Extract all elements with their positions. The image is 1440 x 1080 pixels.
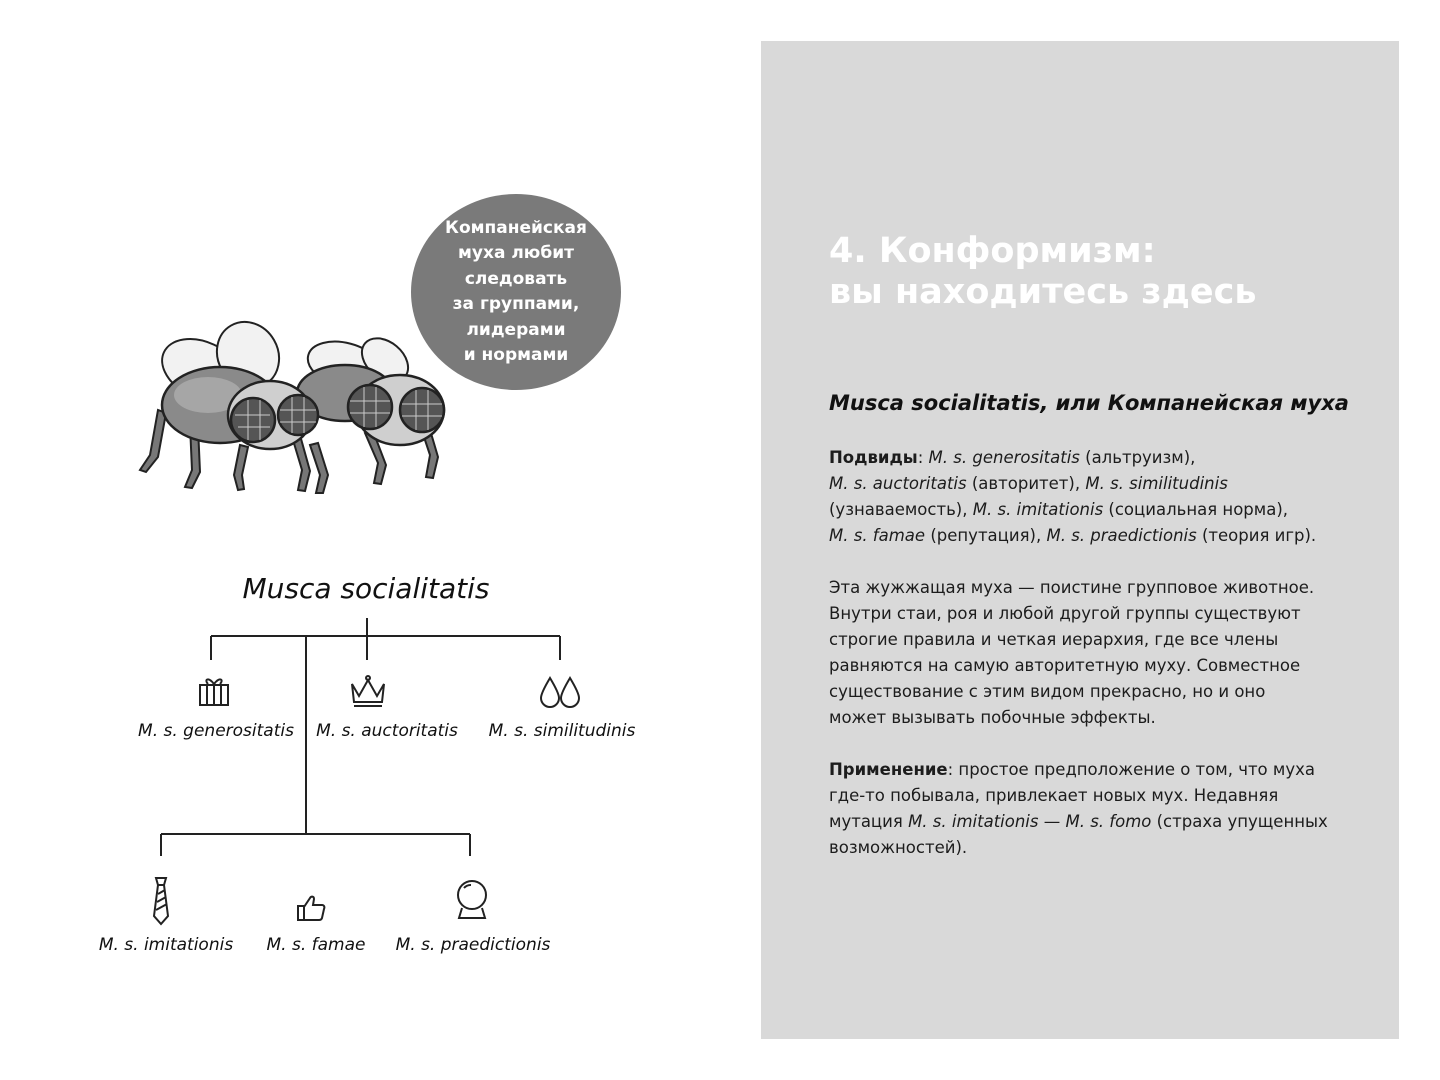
chapter-title: 4. Конформизм: вы находитесь здесь: [829, 231, 1257, 312]
node-label-auctoritatis: M. s. auctoritatis: [316, 721, 458, 741]
application-paragraph: Применение: простое предположение о том, что муха где-то побывала, привлекает новых мух. Недавняя мутация M. s. imitationis — M. s. fomo (страха упущенных возможностей).: [829, 760, 1328, 857]
node-label-famae: M. s. famae: [266, 935, 366, 955]
node-label-similitudinis: M. s. similitudinis: [488, 721, 636, 741]
speech-bubble-text: Компанейская муха любит следовать за группами, лидерами и нормами: [445, 217, 587, 365]
species-heading: Musca socialitatis, или Компанейская муха: [829, 391, 1349, 415]
crystal-ball-icon: [454, 878, 490, 922]
tree-title: Musca socialitatis: [242, 572, 490, 605]
node-label-praedictionis: M. s. praedictionis: [395, 935, 551, 955]
thumbs-up-icon: [296, 894, 326, 922]
description-paragraph: Эта жужжащая муха — поистине групповое животное. Внутри стаи, роя и любой другой группы существуют строгие правила и четкая иерархия, где все члены равняются на самую авторитетную муху. Совместное существование с этим видом прекрасно, но и оно может вызывать побочные эффекты.: [829, 578, 1315, 727]
subspecies-paragraph: Подвиды: M. s. generositatis (альтруизм), M. s. auctoritatis (авторитет), M. s. similitudinis (узнаваемость), M. s. imitationis (социальная норма), M. s. famae (репутация), M. s. praedictionis (теория игр).: [829, 448, 1317, 545]
gift-icon: [196, 672, 232, 708]
two-drops-icon: [538, 676, 582, 708]
node-label-generositatis: M. s. generositatis: [138, 721, 294, 741]
node-label-imitationis: M. s. imitationis: [98, 935, 234, 955]
info-panel: [761, 41, 1399, 1039]
crown-icon: [348, 674, 388, 710]
tie-icon: [150, 876, 172, 926]
